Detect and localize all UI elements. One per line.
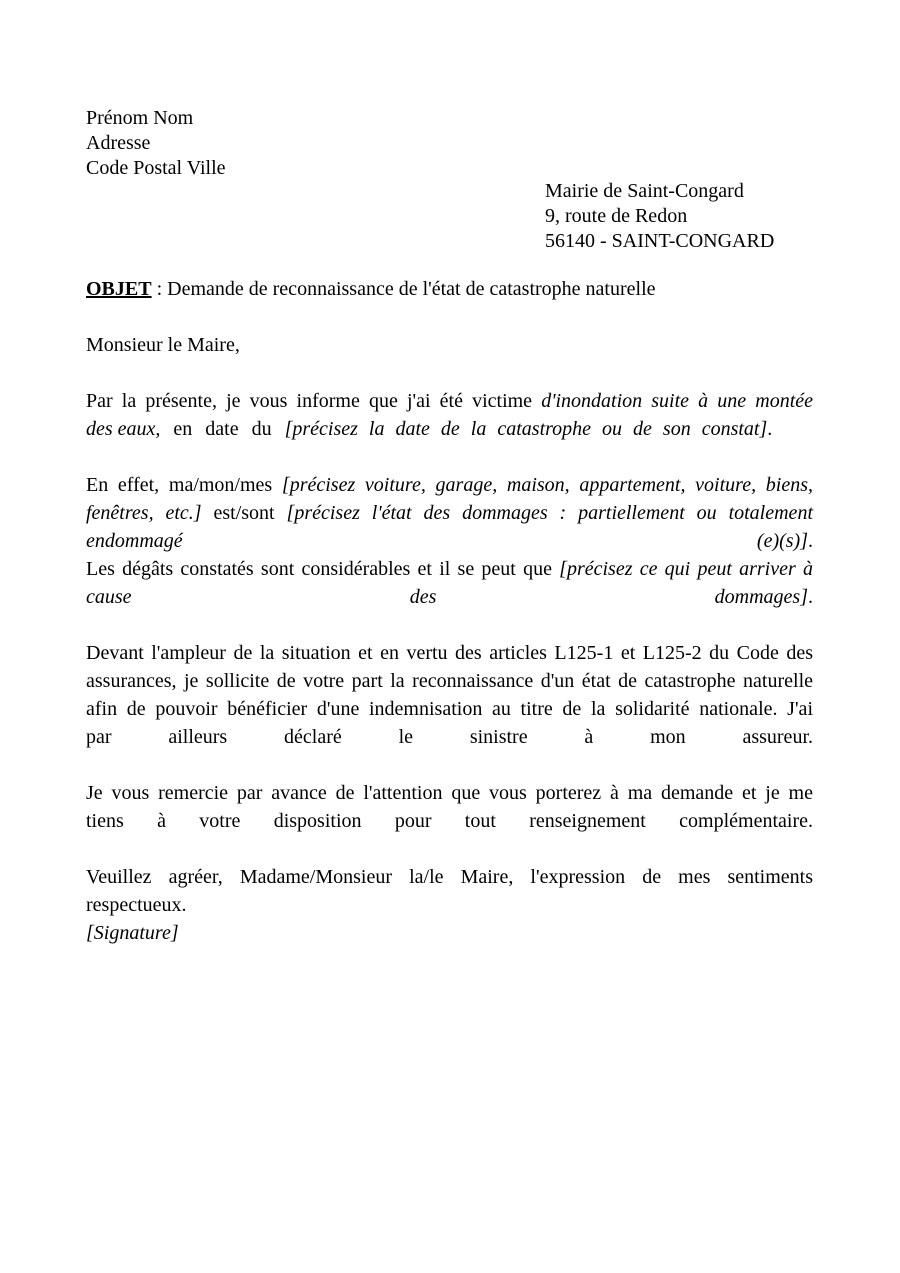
paragraph-3-line-2: assurances, je sollicite de votre part la reconnaissance d'un état de catastrophe naturelle [86,670,813,692]
paragraph-1-line-2 [86,415,813,443]
paragraph-5-line-2: respectueux. [86,894,187,916]
p2-text-d: est/sont [201,502,287,524]
paragraph-4 [86,779,813,835]
paragraph-3-line-3: afin de pouvoir bénéficier d'une indemnisation au titre de la solidarité nationale. J'ai [86,698,813,720]
p1-text-c: des eaux, [86,418,161,440]
p2-text-c: fenêtres, etc.] [86,502,202,524]
paragraph-2 [86,471,813,611]
paragraph-4-line-1: Je vous remercie par avance de l'attention que vous porterez à ma demande et je me [86,782,813,804]
recipient-city: 56140 - SAINT-CONGARD [545,230,775,252]
paragraph-5 [86,863,813,947]
p2-text-m: dommages] [714,586,808,608]
paragraph-2-line-3 [86,527,813,555]
p2-text-k: cause [86,586,132,608]
paragraph-1 [86,387,813,443]
subject-separator: : [151,278,168,300]
paragraph-3 [86,639,813,751]
p1-text-f: . [767,418,773,440]
paragraph-3-line-4: par ailleurs déclaré le sinistre à mon assureur. [86,726,813,748]
p2-text-n: . [808,586,813,608]
paragraph-2-line-2 [86,499,813,527]
paragraph-3-line-1: Devant l'ampleur de la situation et en vertu des articles L125-1 et L125-2 du Code des [86,642,813,664]
p1-text-d: en date du [160,418,285,440]
recipient-street: 9, route de Redon [545,205,688,227]
p2-text-f: endommagé [86,530,183,552]
signature-placeholder: [Signature] [86,922,179,944]
subject-line [86,275,656,303]
p2-text-l: des [409,586,437,608]
p1-text-e: [précisez la date de la catastrophe ou de son constat] [284,418,768,440]
p2-text-i: Les dégâts constatés sont considérables et il se peut que [86,558,560,580]
subject-label: OBJET [86,278,152,300]
recipient-name: Mairie de Saint-Congard [545,180,744,202]
paragraph-4-line-2: tiens à votre disposition pour tout renseignement complémentaire. [86,810,813,832]
p2-text-b: [précisez voiture, garage, maison, appartement, voiture, biens, [281,474,813,496]
sender-name: Prénom Nom [86,107,194,129]
paragraph-2-line-4 [86,555,813,583]
sender-city: Code Postal Ville [86,157,226,179]
paragraph-1-line-1 [86,387,813,415]
subject-text: Demande de reconnaissance de l'état de catastrophe naturelle [167,278,656,300]
p2-text-a: En effet, ma/mon/mes [86,474,282,496]
p2-text-j: [précisez ce qui peut arriver à [559,558,813,580]
salutation: Monsieur le Maire, [86,334,240,356]
paragraph-5-line-1: Veuillez agréer, Madame/Monsieur la/le Maire, l'expression de mes sentiments [86,866,813,888]
p1-text-b: d'inondation suite à une montée [541,390,814,412]
paragraph-2-line-1 [86,471,813,499]
p2-text-g: (e)(s)] [756,530,808,552]
p1-text-a: Par la présente, je vous informe que j'ai été victime [86,390,542,412]
p2-text-h: . [808,530,813,552]
p2-text-e: [précisez l'état des dommages : partiellement ou totalement [286,502,813,524]
sender-address: Adresse [86,132,151,154]
paragraph-2-line-5 [86,583,813,611]
